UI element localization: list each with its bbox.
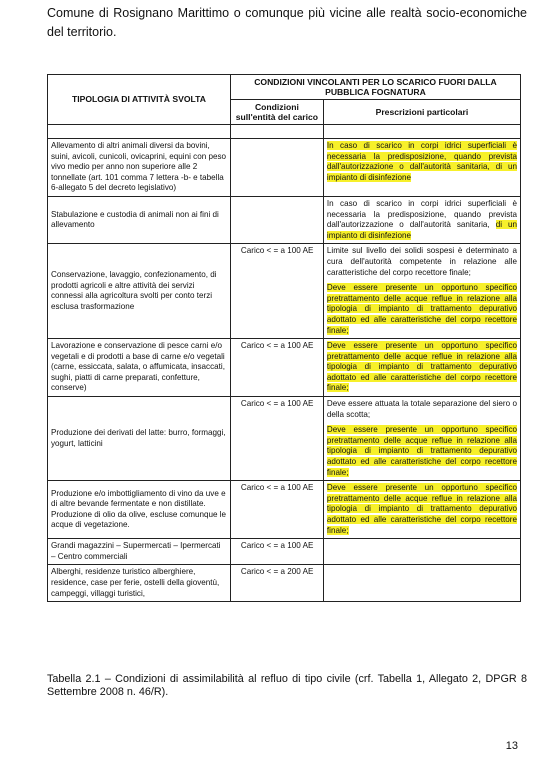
table-row: [48, 565, 521, 602]
header-type: TIPOLOGIA DI ATTIVITÀ SVOLTA: [48, 75, 231, 125]
prescriptions-cell: [323, 196, 520, 243]
highlighted-prescription-text: di un impianto di disinfezione: [326, 220, 517, 240]
intro-paragraph: Comune di Rosignano Marittimo o comunque più vicine alle realtà socio-economiche del territorio.: [47, 6, 527, 39]
load-condition-cell: Carico < = a 100 AE: [230, 339, 323, 397]
activity-type-cell: Produzione dei derivati del latte: burro, formaggi, yogurt, latticini: [48, 397, 231, 481]
prescriptions-cell: [323, 481, 520, 539]
prescriptions-cell: [323, 565, 520, 602]
activity-type-cell: Produzione e/o imbottigliamento di vino da uve e di altre bevande fermentate e non distillate. Produzione di olio da olive, escluse comunque le acque di vegetazione.: [48, 481, 231, 539]
load-condition-cell: [230, 196, 323, 243]
load-condition-cell: [230, 139, 323, 197]
activity-type-cell: Lavorazione e conservazione di pesce carni e/o vegetali e di prodotti a base di carne e/o vegetali (carne, essiccata, salata, o affumicata, insaccati, sughi, piatti di carne preparati, confetture, conserve): [48, 339, 231, 397]
load-condition-cell: Carico < = a 200 AE: [230, 565, 323, 602]
prescription-text: Deve essere attuata la totale separazione del siero o della scotta;: [326, 399, 517, 419]
prescriptions-cell: [323, 244, 520, 339]
subheader-load: Condizioni sull'entità del carico: [230, 100, 323, 125]
table-row: [48, 397, 521, 481]
load-condition-cell: Carico < = a 100 AE: [230, 244, 323, 339]
activity-type-cell: Alberghi, residenze turistico alberghiere, residence, case per ferie, ostelli della gioventù, campeggi, villaggi turistici,: [48, 565, 231, 602]
prescription-paragraph: [327, 341, 517, 394]
prescriptions-cell: [323, 539, 520, 565]
table-row: [48, 339, 521, 397]
activity-type-cell: Stabulazione e custodia di animali non ai fini di allevamento: [48, 196, 231, 243]
table-header-row: [48, 75, 521, 100]
table-row: [48, 539, 521, 565]
highlighted-prescription-text: In caso di scarico in corpi idrici superficiali è necessaria la predisposizione, quando prevista dall'autorizzazione o dall'autorità sanitaria, di un impianto di disinfezione: [326, 141, 517, 182]
prescription-paragraph: [327, 425, 517, 478]
prescription-paragraph: [327, 199, 517, 241]
prescription-paragraph: [327, 246, 517, 278]
prescription-paragraph: [327, 141, 517, 183]
table-body: [48, 139, 521, 602]
load-condition-cell: Carico < = a 100 AE: [230, 481, 323, 539]
activity-type-cell: Allevamento di altri animali diversi da bovini, suini, avicoli, cunicoli, ovicaprini, equini con peso vivo medio per anno non superiore alle 2 tonnellate (art. 101 comma 7 lettera -b- e tabella 6-allegato 5 del decreto legislativo): [48, 139, 231, 197]
load-condition-cell: Carico < = a 100 AE: [230, 397, 323, 481]
table-caption: Tabella 2.1 – Condizioni di assimilabilità al refluo di tipo civile (crf. Tabella 1, Allegato 2, DPGR 8 Settembre 2008 n. 46/R).: [47, 673, 527, 698]
prescriptions-cell: [323, 339, 520, 397]
table-row: [48, 139, 521, 197]
prescriptions-cell: [323, 397, 520, 481]
prescription-text: Limite sul livello dei solidi sospesi è determinato a cura dell'autorità competente in relazione alle caratteristiche del corpo recettore finale;: [326, 246, 517, 277]
header-conditions: CONDIZIONI VINCOLANTI PER LO SCARICO FUORI DALLA PUBBLICA FOGNATURA: [230, 75, 520, 100]
activity-type-cell: Conservazione, lavaggio, confezionamento, di prodotti agricoli e altre attività dei servizi connessi alla agricoltura svolti per conto terzi esclusa trasformazione: [48, 244, 231, 339]
assimilability-table: [47, 74, 521, 602]
highlighted-prescription-text: Deve essere presente un opportuno specifico pretrattamento delle acque reflue in relazione alla tipologia di impianto di trattamento depurativo adottato ed alle caratteristiche del corpo recettore finale;: [326, 425, 517, 477]
highlighted-prescription-text: Deve essere presente un opportuno specifico pretrattamento delle acque reflue in relazione alla tipologia di impianto di trattamento depurativo adottato ed alle caratteristiche del corpo recettore finale;: [326, 483, 517, 535]
activity-type-cell: Grandi magazzini – Supermercati – Ipermercati – Centro commerciali: [48, 539, 231, 565]
prescriptions-cell: [323, 139, 520, 197]
prescription-paragraph: [327, 399, 517, 420]
highlighted-prescription-text: Deve essere presente un opportuno specifico pretrattamento delle acque reflue in relazione alla tipologia di impianto di trattamento depurativo adottato ed alle caratteristiche del corpo recettore finale;: [326, 341, 517, 393]
table-gap-row: [48, 125, 521, 139]
page-number: 13: [505, 740, 518, 752]
highlighted-prescription-text: Deve essere presente un opportuno specifico pretrattamento delle acque reflue in relazione alla tipologia di impianto di trattamento depurativo adottato ed alle caratteristiche del corpo recettore finale;: [326, 283, 517, 335]
load-condition-cell: Carico < = a 100 AE: [230, 539, 323, 565]
prescription-paragraph: [327, 483, 517, 536]
prescription-text: In caso di scarico in corpi idrici superficiali è necessaria la predisposizione, quando prevista dall'autorizzazione o dall'autorità sanitaria,: [326, 198, 517, 230]
prescription-paragraph: [327, 283, 517, 336]
table-row: [48, 481, 521, 539]
table-row: [48, 244, 521, 339]
subheader-prescriptions: Prescrizioni particolari: [323, 100, 520, 125]
table-row: [48, 196, 521, 243]
